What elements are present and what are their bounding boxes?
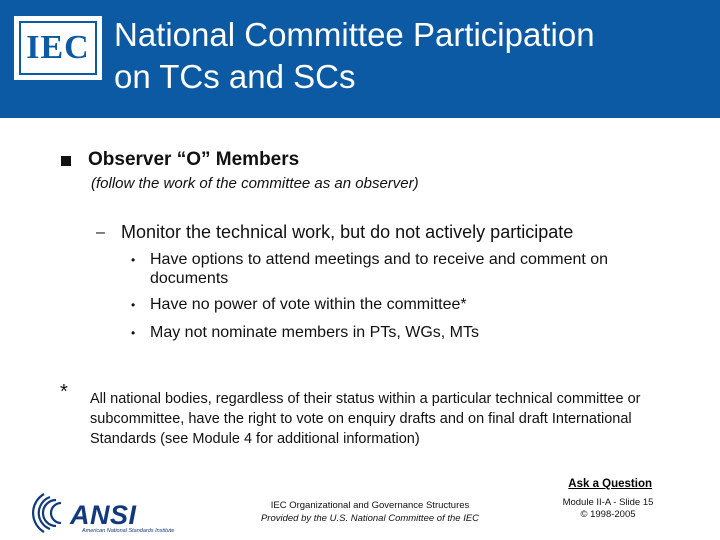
slide-title-line2: on TCs and SCs — [114, 58, 356, 95]
footer-center — [250, 499, 490, 525]
ansi-tagline: American National Standards Institute — [82, 528, 175, 534]
dash-bullet-icon: – — [96, 224, 105, 241]
slide-title-line1: National Committee Participation — [114, 16, 595, 53]
footer-center-line2: Provided by the U.S. National Committee of the IEC — [260, 513, 480, 524]
slide-header — [0, 0, 720, 118]
iec-logo — [14, 16, 102, 80]
dot-bullet-icon: • — [131, 326, 136, 340]
slide-number: Module II-A - Slide 15 — [562, 497, 654, 508]
dot-bullet-icon: • — [131, 253, 136, 267]
slide-title — [114, 14, 704, 98]
square-bullet-icon — [61, 156, 71, 166]
level3-item: May not nominate members in PTs, WGs, MTs — [150, 324, 479, 341]
copyright: © 1998-2005 — [580, 509, 636, 520]
footer-center-line1: IEC Organizational and Governance Structures — [270, 500, 470, 511]
footnote-text: All national bodies, regardless of their status within a particular technical committee or subcommittee, have the right to vote on enquiry drafts and on final draft International Standards (see Module 4 for additional information) — [90, 391, 641, 447]
level3-item: Have no power of vote within the committee* — [150, 296, 467, 313]
footnote-asterisk: * — [60, 381, 68, 403]
footer-right — [548, 497, 668, 521]
main-bullet-subtext: (follow the work of the committee as an observer) — [91, 175, 419, 192]
main-bullet-heading: Observer “O” Members — [88, 149, 300, 170]
ansi-logo-text: ANSI — [70, 500, 137, 530]
dot-bullet-icon: • — [131, 298, 136, 312]
level3-item: Have options to attend meetings and to receive and comment on documents — [150, 251, 609, 287]
level2-item: Monitor the technical work, but do not actively participate — [121, 222, 574, 242]
iec-logo-text: IEC — [19, 21, 97, 75]
ask-question-link[interactable]: Ask a Question — [568, 478, 652, 490]
